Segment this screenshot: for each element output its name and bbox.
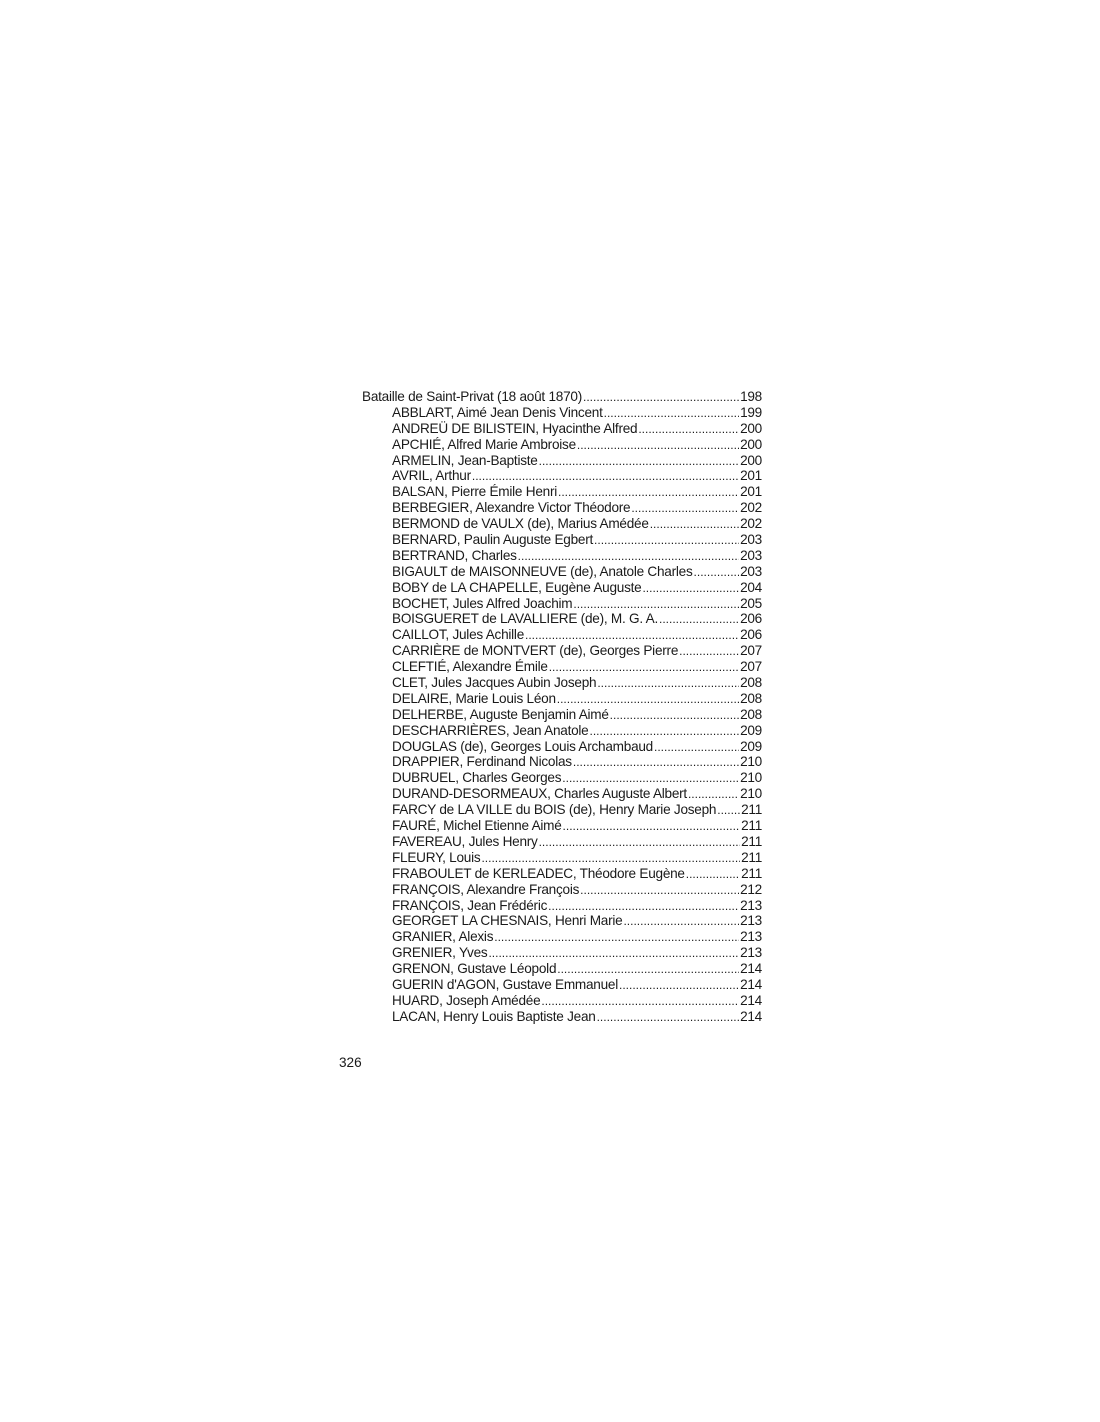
toc-entry <box>362 437 762 453</box>
toc-entry-label: DELHERBE, Auguste Benjamin Aimé <box>392 706 609 722</box>
toc-entry-page: 207 <box>740 659 762 675</box>
toc-entry-page: 211 <box>741 865 762 881</box>
toc-leader-dots <box>558 485 739 501</box>
toc-leader-dots <box>654 740 739 756</box>
toc-entry-page: 210 <box>740 754 762 770</box>
toc-entry <box>362 770 762 786</box>
toc-leader-dots <box>548 899 739 915</box>
toc-entry-label: DELAIRE, Marie Louis Léon <box>392 690 556 706</box>
toc-entry-page: 214 <box>740 992 762 1008</box>
toc-leader-dots <box>610 708 739 724</box>
toc-entry <box>362 484 762 500</box>
toc-leader-dots <box>541 994 739 1010</box>
page-number: 326 <box>339 1055 362 1070</box>
toc-leader-dots <box>573 597 739 613</box>
toc-entry-page: 208 <box>740 706 762 722</box>
toc-leader-dots <box>688 787 739 803</box>
toc-entry-page: 213 <box>740 929 762 945</box>
toc-entry-label: BERNARD, Paulin Auguste Egbert <box>392 532 594 548</box>
toc-leader-dots <box>594 533 739 549</box>
toc-entry-page: 213 <box>740 913 762 929</box>
toc-entry-page: 200 <box>740 452 762 468</box>
toc-entry <box>362 421 762 437</box>
toc-entries <box>362 405 762 1025</box>
toc-entry <box>362 405 762 421</box>
toc-entry-label: CLEFTIÉ, Alexandre Émile <box>392 659 548 675</box>
toc-entry-label: ANDREÜ DE BILISTEIN, Hyacinthe Alfred <box>392 420 638 436</box>
toc-entry-page: 211 <box>741 833 762 849</box>
toc-leader-dots <box>590 724 740 740</box>
toc-entry-page: 210 <box>740 786 762 802</box>
toc-entry <box>362 898 762 914</box>
toc-entry-label: BOISGUERET de LAVALLIERE (de), M. G. A. <box>392 611 658 627</box>
toc-entry-label: GRENON, Gustave Léopold <box>392 961 557 977</box>
toc-entry-page: 203 <box>740 547 762 563</box>
toc-entry <box>362 739 762 755</box>
toc-entry-label: BERTRAND, Charles <box>392 547 517 563</box>
toc-entry-page: 209 <box>740 722 762 738</box>
toc-entry-label: GRANIER, Alexis <box>392 929 494 945</box>
toc-leader-dots <box>619 978 739 994</box>
toc-entry <box>362 596 762 612</box>
toc-entry <box>362 882 762 898</box>
toc-entry <box>362 961 762 977</box>
toc-entry <box>362 977 762 993</box>
toc-entry <box>362 929 762 945</box>
toc-entry-page: 202 <box>740 500 762 516</box>
toc-leader-dots <box>650 517 739 533</box>
toc-entry <box>362 564 762 580</box>
toc-leader-dots <box>525 628 739 644</box>
toc-entry-page: 210 <box>740 770 762 786</box>
toc-entry-page: 211 <box>741 818 762 834</box>
toc-entry <box>362 548 762 564</box>
toc-entry <box>362 818 762 834</box>
toc-entry-page: 208 <box>740 690 762 706</box>
toc-leader-dots <box>686 867 740 883</box>
toc-entry-page: 201 <box>740 468 762 484</box>
toc-entry-label: GRENIER, Yves <box>392 945 488 961</box>
toc-entry-page: 213 <box>740 945 762 961</box>
toc-entry-label: CAILLOT, Jules Achille <box>392 627 525 643</box>
toc-leader-dots <box>694 565 740 581</box>
toc-entry <box>362 468 762 484</box>
toc-leader-dots <box>488 946 739 962</box>
toc-leader-dots <box>481 851 740 867</box>
toc-entry-label: FAVEREAU, Jules Henry <box>392 833 538 849</box>
toc-entry-label: BOCHET, Jules Alfred Joachim <box>392 595 573 611</box>
toc-heading-label: Bataille de Saint-Privat (18 août 1870) <box>362 389 582 404</box>
toc-entry-page: 211 <box>741 849 762 865</box>
toc-entry-label: CLET, Jules Jacques Aubin Joseph <box>392 675 597 691</box>
toc-leader-dots <box>597 1010 739 1026</box>
toc-entry-label: BOBY de LA CHAPELLE, Eugène Auguste <box>392 579 642 595</box>
toc-heading-page: 198 <box>740 389 762 404</box>
toc-entry <box>362 802 762 818</box>
toc-entry-label: FARCY de LA VILLE du BOIS (de), Henry Marie Joseph <box>392 802 717 818</box>
toc-entry-page: 211 <box>741 802 762 818</box>
toc-entry-label: DOUGLAS (de), Georges Louis Archambaud <box>392 738 653 754</box>
toc-leader-dots <box>642 581 739 597</box>
toc-leader-dots <box>580 883 739 899</box>
toc-entry <box>362 1009 762 1025</box>
toc-leader-dots <box>494 930 739 946</box>
toc-entry <box>362 993 762 1009</box>
toc-entry-page: 209 <box>740 738 762 754</box>
toc-leader-dots <box>472 469 739 485</box>
toc-entry <box>362 627 762 643</box>
toc-leader-dots <box>583 390 739 406</box>
toc-entry-page: 214 <box>740 1008 762 1024</box>
toc-entry <box>362 675 762 691</box>
toc-entry <box>362 834 762 850</box>
toc-leader-dots <box>597 676 739 692</box>
toc-entry <box>362 850 762 866</box>
toc-entry-label: LACAN, Henry Louis Baptiste Jean <box>392 1008 596 1024</box>
toc-leader-dots <box>518 549 739 565</box>
toc-entry <box>362 723 762 739</box>
toc-entry-label: BALSAN, Pierre Émile Henri <box>392 484 557 500</box>
toc-entry <box>362 754 762 770</box>
toc-leader-dots <box>717 803 740 819</box>
toc-entry <box>362 453 762 469</box>
toc-entry-label: FLEURY, Louis <box>392 849 481 865</box>
toc-entry-label: DUBRUEL, Charles Georges <box>392 770 562 786</box>
toc-entry-label: BERMOND de VAULX (de), Marius Amédée <box>392 516 649 532</box>
toc-entry-label: CARRIÈRE de MONTVERT (de), Georges Pierre <box>392 643 679 659</box>
toc-entry <box>362 707 762 723</box>
toc-entry <box>362 945 762 961</box>
toc-entry <box>362 611 762 627</box>
toc-entry <box>362 516 762 532</box>
toc-leader-dots <box>577 438 739 454</box>
toc-entry-label: GUERIN d'AGON, Gustave Emmanuel <box>392 976 619 992</box>
toc-entry <box>362 580 762 596</box>
toc-entry-page: 207 <box>740 643 762 659</box>
toc-entry-page: 214 <box>740 976 762 992</box>
toc-entry-label: FRANÇOIS, Jean Frédéric <box>392 897 548 913</box>
toc-entry <box>362 691 762 707</box>
toc-entry-label: FRANÇOIS, Alexandre François <box>392 881 580 897</box>
toc-entry-label: DRAPPIER, Ferdinand Nicolas <box>392 754 572 770</box>
toc-leader-dots <box>631 501 739 517</box>
toc-entry-label: DURAND-DESORMEAUX, Charles Auguste Albert <box>392 786 687 802</box>
toc-entry-page: 203 <box>740 563 762 579</box>
table-of-contents <box>362 389 762 1025</box>
toc-entry <box>362 500 762 516</box>
toc-entry <box>362 913 762 929</box>
toc-entry <box>362 643 762 659</box>
toc-entry-label: AVRIL, Arthur <box>392 468 471 484</box>
toc-entry-label: FAURÉ, Michel Etienne Aimé <box>392 818 562 834</box>
toc-entry <box>362 532 762 548</box>
toc-entry-page: 208 <box>740 675 762 691</box>
toc-entry-page: 199 <box>740 404 762 420</box>
toc-leader-dots <box>623 914 739 930</box>
toc-entry-page: 201 <box>740 484 762 500</box>
toc-entry-page: 204 <box>740 579 762 595</box>
toc-heading-row <box>362 389 762 405</box>
toc-entry-label: BIGAULT de MAISONNEUVE (de), Anatole Charles <box>392 563 693 579</box>
toc-leader-dots <box>563 819 741 835</box>
toc-leader-dots <box>539 835 740 851</box>
toc-entry <box>362 786 762 802</box>
toc-entry-label: DESCHARRIÈRES, Jean Anatole <box>392 722 589 738</box>
toc-leader-dots <box>557 962 739 978</box>
toc-entry-label: BERBEGIER, Alexandre Victor Théodore <box>392 500 631 516</box>
toc-entry <box>362 659 762 675</box>
toc-entry-page: 202 <box>740 516 762 532</box>
toc-leader-dots <box>539 454 739 470</box>
toc-entry <box>362 866 762 882</box>
toc-leader-dots <box>562 771 739 787</box>
toc-entry-page: 212 <box>740 881 762 897</box>
toc-entry-page: 205 <box>740 595 762 611</box>
toc-leader-dots <box>659 612 739 628</box>
toc-entry-label: FRABOULET de KERLEADEC, Théodore Eugène <box>392 865 685 881</box>
toc-entry-label: ABBLART, Aimé Jean Denis Vincent <box>392 404 603 420</box>
toc-entry-label: HUARD, Joseph Amédée <box>392 992 541 1008</box>
toc-leader-dots <box>604 406 739 422</box>
toc-leader-dots <box>573 755 739 771</box>
toc-entry-page: 200 <box>740 436 762 452</box>
toc-entry-page: 203 <box>740 532 762 548</box>
toc-leader-dots <box>679 644 739 660</box>
toc-leader-dots <box>557 692 739 708</box>
toc-entry-label: ARMELIN, Jean-Baptiste <box>392 452 538 468</box>
toc-entry-label: GEORGET LA CHESNAIS, Henri Marie <box>392 913 623 929</box>
toc-entry-page: 206 <box>740 611 762 627</box>
toc-entry-page: 213 <box>740 897 762 913</box>
toc-entry-label: APCHIÉ, Alfred Marie Ambroise <box>392 436 576 452</box>
toc-entry-page: 206 <box>740 627 762 643</box>
toc-leader-dots <box>549 660 739 676</box>
toc-entry-page: 214 <box>740 961 762 977</box>
toc-entry-page: 200 <box>740 420 762 436</box>
toc-leader-dots <box>638 422 739 438</box>
